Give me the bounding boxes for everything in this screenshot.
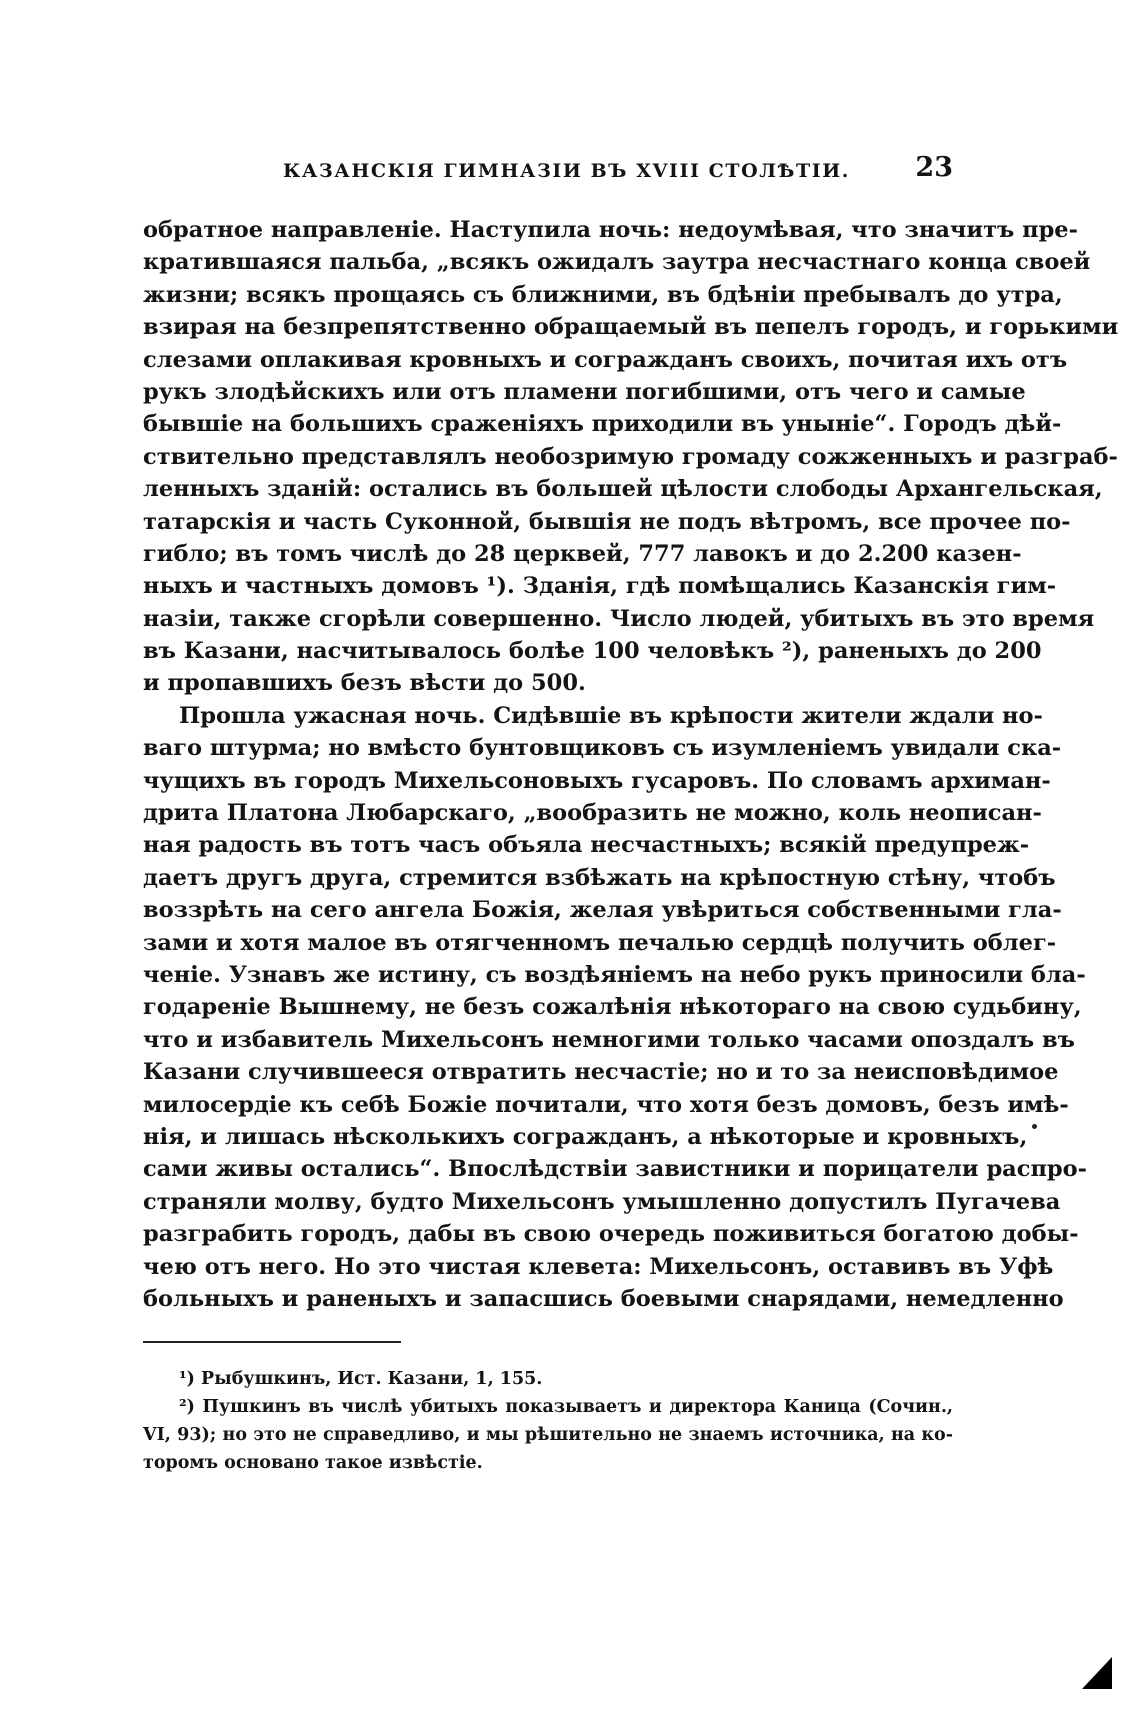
text-line: взирая на безпрепятственно обращаемый въ пепелъ городъ, и горькими	[143, 314, 1119, 341]
text-line: чущихъ въ городъ Михельсоновыхъ гусаровъ. По словамъ архиман-	[143, 767, 1051, 794]
footnote-separator	[143, 1341, 401, 1343]
text-line: ченіе. Узнавъ же истину, съ воздѣяніемъ на небо рукъ приносили бла-	[143, 961, 1086, 988]
text-line: ваго штурма; но вмѣсто бунтовщиковъ съ изумленіемъ увидали ска-	[143, 735, 1062, 762]
text-line: ленныхъ зданій: остались въ большей цѣлости слободы Архангельская,	[143, 476, 1103, 503]
text-line: зами и хотя малое въ отягченномъ печалью сердцѣ получить облег-	[143, 929, 1057, 956]
text-line: страняли молву, будто Михельсонъ умышленно допустилъ Пугачева	[143, 1188, 1061, 1215]
text-line: жизни; всякъ прощаясь съ ближними, въ бдѣніи пребывалъ до утра,	[143, 281, 1063, 308]
text-line: воззрѣть на сего ангела Божія, желая увѣриться собственными гла-	[143, 897, 1062, 924]
paragraph-start-line: Прошла ужасная ночь. Сидѣвшіе въ крѣпости жители ждали но-	[179, 702, 1043, 729]
footnote-line: VI, 93); но это не справедливо, и мы рѣшительно не знаемъ источника, на ко-	[143, 1425, 953, 1445]
footnote-line: ²) Пушкинъ въ числѣ убитыхъ показываетъ и директора Каница (Сочин.,	[179, 1397, 953, 1417]
text-line: нія, и лишась нѣсколькихъ согражданъ, а нѣкоторые и кровныхъ,	[143, 1123, 1028, 1150]
text-line: даетъ другъ друга, стремится взбѣжать на крѣпостную стѣну, чтобъ	[143, 864, 1056, 891]
text-line: что и избавитель Михельсонъ немногими только часами опоздалъ въ	[143, 1026, 1075, 1053]
text-line: разграбить городъ, дабы въ свою очередь поживиться богатою добы-	[143, 1221, 1079, 1248]
running-head	[143, 152, 953, 192]
text-line: Казани случившееся отвратить несчастіе; но и то за неисповѣдимое	[143, 1059, 1059, 1086]
text-line: татарскія и часть Суконной, бывшія не подъ вѣтромъ, все прочее по-	[143, 508, 1071, 535]
body-text	[143, 214, 1119, 1315]
text-line: въ Казани, насчитывалось болѣе 100 человѣкъ ²), раненыхъ до 200	[143, 638, 1042, 665]
text-line: дрита Платона Любарскаго, „вообразить не можно, коль неописан-	[143, 800, 1042, 827]
text-line: ная радость въ тотъ часъ объяла несчастныхъ; всякій предупреж-	[143, 832, 1030, 859]
text-line: больныхъ и раненыхъ и запасшись боевыми снарядами, немедленно	[143, 1285, 1064, 1312]
ink-speck	[1032, 1124, 1037, 1129]
text-line: слезами оплакивая кровныхъ и согражданъ своихъ, почитая ихъ отъ	[143, 346, 1068, 373]
text-line: кратившаяся пальба, „всякъ ожидалъ заутра несчастнаго конца своей	[143, 249, 1091, 276]
text-line: обратное направленіе. Наступила ночь: недоумѣвая, что значитъ пре-	[143, 217, 1078, 243]
corner-triangle-icon	[1082, 1657, 1112, 1689]
footnote-line: ¹) Рыбушкинъ, Ист. Казани, 1, 155.	[179, 1369, 543, 1389]
running-title: КАЗАНСКІЯ ГИМНАЗІИ ВЪ XVIII СТОЛѢТІИ.	[283, 160, 850, 182]
text-line: назіи, также сгорѣли совершенно. Число людей, убитыхъ въ это время	[143, 605, 1095, 632]
text-line: и пропавшихъ безъ вѣсти до 500.	[143, 670, 586, 697]
text-line: сами живы остались“. Впослѣдствіи завистники и порицатели распро-	[143, 1156, 1088, 1183]
footnotes	[143, 1365, 953, 1477]
text-line: милосердіе къ себѣ Божіе почитали, что хотя безъ домовъ, безъ имѣ-	[143, 1091, 1069, 1118]
text-line: ствительно представлялъ необозримую громаду сожженныхъ и разграб-	[143, 443, 1118, 470]
text-line: гибло; въ томъ числѣ до 28 церквей, 777 лавокъ и до 2.200 казен-	[143, 540, 1022, 567]
text-line: годареніе Вышнему, не безъ сожалѣнія нѣкотораго на свою судьбину,	[143, 994, 1082, 1021]
page-number: 23	[915, 152, 953, 183]
text-line: ныхъ и частныхъ домовъ ¹). Зданія, гдѣ помѣщались Казанскія гим-	[143, 573, 1057, 600]
text-line: рукъ злодѣйскихъ или отъ пламени погибшими, отъ чего и самые	[143, 378, 1026, 405]
footnote-line: торомъ основано такое извѣстіе.	[143, 1453, 483, 1473]
text-line: чею отъ него. Но это чистая клевета: Михельсонъ, оставивъ въ Уфѣ	[143, 1253, 1054, 1280]
text-line: бывшіе на большихъ сраженіяхъ приходили въ уныніе“. Городъ дѣй-	[143, 411, 1062, 438]
